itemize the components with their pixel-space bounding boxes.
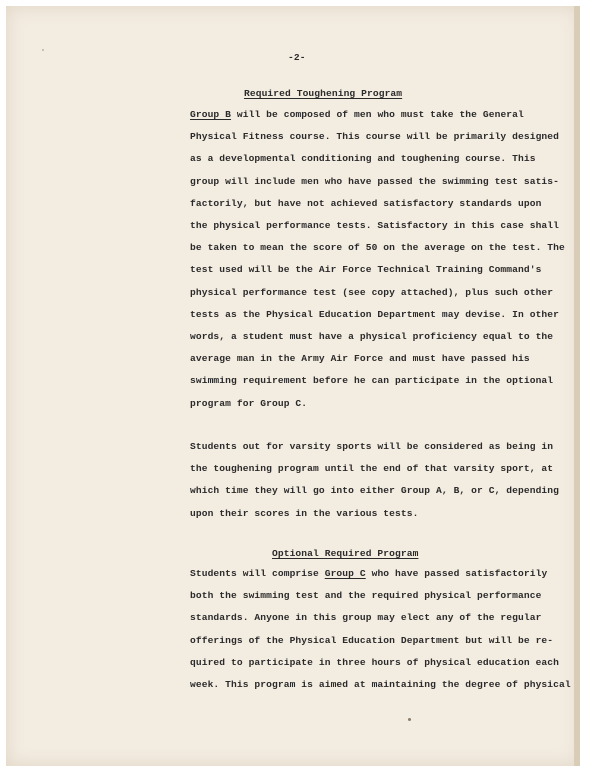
document-page — [6, 6, 580, 766]
text-line: Physical Fitness course. This course will be primarily designed — [190, 131, 560, 143]
text-line: which time they will go into either Group A, B, or C, depending — [190, 485, 560, 497]
text-line: words, a student must have a physical proficiency equal to the — [190, 331, 554, 342]
text-line: group will include men who have passed the swimming test satis- — [190, 175, 560, 187]
text-line: upon their scores in the various tests. — [190, 507, 419, 519]
text-line: tests as the Physical Education Department may devise. In other — [190, 308, 560, 320]
paper-speck — [42, 49, 44, 51]
text-line: week. This program is aimed at maintaining the degree of physical — [190, 679, 571, 690]
text-line — [190, 109, 524, 120]
text-line: factorily, but have not achieved satisfactory standards upon — [190, 197, 542, 209]
text-line: Students out for varsity sports will be considered as being in — [190, 441, 554, 452]
section-heading-required-toughening: Required Toughening Program — [244, 88, 403, 99]
underlined-group-label: Group C — [324, 568, 366, 579]
text-line: offerings of the Physical Education Department but will be re- — [190, 634, 554, 646]
text-line: standards. Anyone in this group may elect any of the regular — [190, 612, 542, 624]
text-line: as a developmental conditioning and toughening course. This — [190, 153, 536, 165]
text-line: both the swimming test and the required physical performance — [190, 590, 542, 602]
page-number: -2- — [288, 52, 306, 63]
line-text-post: who have passed satisfactorily — [365, 568, 548, 579]
section-heading-optional-required: Optional Required Program — [272, 548, 419, 559]
line-text-pre: Students will comprise — [190, 568, 325, 579]
text-line: the toughening program until the end of that varsity sport, at — [190, 463, 554, 475]
text-line: average man in the Army Air Force and must have passed his — [190, 353, 530, 365]
text-line: be taken to mean the score of 50 on the average on the test. The — [190, 242, 565, 254]
paper-speck — [408, 718, 411, 721]
text-line: swimming requirement before he can participate in the optional — [190, 375, 554, 387]
text-line: quired to participate in three hours of physical education each — [190, 656, 560, 668]
text-line: test used will be the Air Force Technical Training Command's — [190, 264, 542, 276]
underlined-group-label: Group B — [190, 109, 232, 120]
text-line: the physical performance tests. Satisfactory in this case shall — [190, 220, 560, 231]
line-text-post: will be composed of men who must take the General — [231, 109, 524, 120]
text-line: program for Group C. — [190, 397, 308, 409]
text-line — [190, 568, 547, 579]
text-line: physical performance test (see copy attached), plus such other — [190, 286, 554, 298]
